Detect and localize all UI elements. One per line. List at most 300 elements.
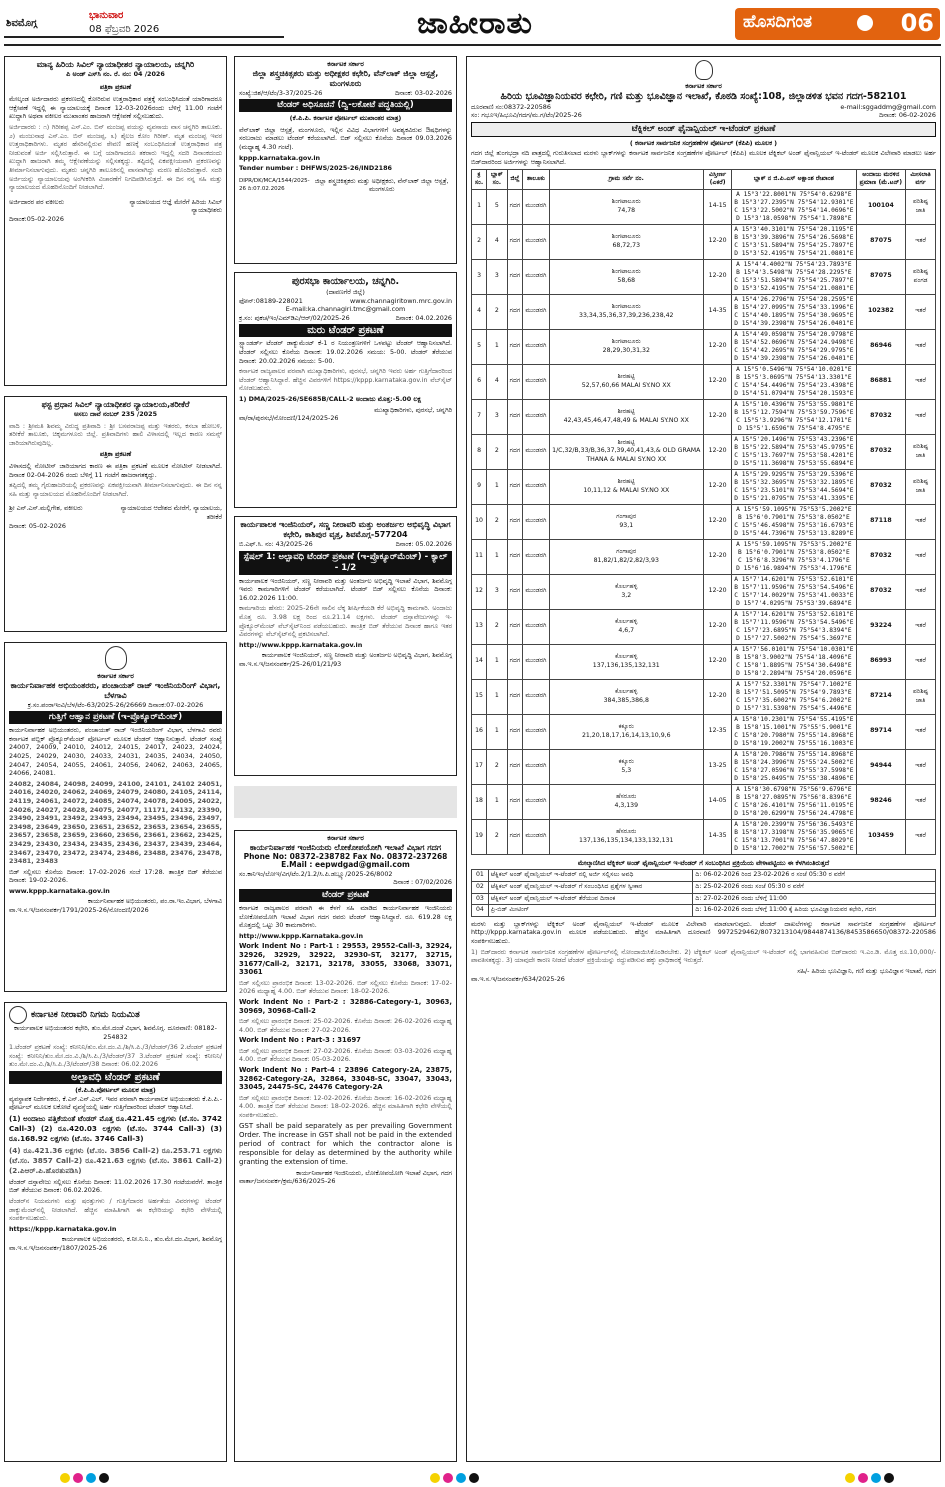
work-part4: Work Indent No : Part-4 : 23896 Category-2A, 23875, 32862-Category-2A, 32864, 33048-SC, 33047, 33043, 33045, 24475-SC, 24476 Category-2A [239, 1066, 452, 1092]
gps-point: C 15°5'46.4598"N 75°53'16.6793"E [734, 521, 854, 529]
village-name: ಹೆಸರೂರು [616, 793, 637, 801]
advocate-signature: ಅರ್ಜಿದಾರರ ಪರ ವಕೀಲರು [9, 197, 64, 206]
column-header: ಬ್ಲಾಕ್ ಸಂ. [487, 169, 507, 189]
village-name: ಶೀರಹಟ್ಟಿ [617, 478, 635, 486]
row-quantity: 86993 [856, 644, 906, 679]
table-row [472, 749, 936, 784]
row-category: ಇತರೆ [906, 329, 936, 364]
row-district: ಗದಗ [507, 224, 523, 259]
row-block: 2 [487, 294, 507, 329]
office-phone: ಫೋನ್:08189-228021 [239, 296, 303, 305]
survey-numbers: 3,2 [621, 591, 632, 599]
gps-point: A 15°3'40.3101"N 75°54'20.1195"E [734, 225, 854, 233]
gps-point: A 15°7'56.0101"N 75°54'10.0301"E [734, 645, 854, 653]
row-gps [732, 714, 856, 749]
table-row [472, 294, 936, 329]
row-area: 12-20 [704, 399, 732, 434]
tender-conditions: 1) ಬಿಡ್‌ದಾರರು ಕರ್ನಾಟಕ ಸಾರ್ವಜನಿಕ ಸಂಗ್ರಹಣೆಗಳ ಪೋರ್ಟಲ್‌ನಲ್ಲಿ ನೋಂದಾಯಿಸಿಕೊಂಡಿರಬೇಕು. 2) ಟೆಕ್ನಿಕಲ್ ಅಂಡ್ ಫೈನಾನ್ಷಿಯಲ್ ಇ-ಟೆಂಡರ್ ನಲ್ಲಿ ಭಾಗವಹಿಸುವ ಬಿಡ್‌ದಾರರು ಇ.ಎಂ.ಡಿ. ಮೊತ್ತ ರೂ.10,000/- ಪಾವತಿಸತಕ್ಕದ್ದು. 3) ಯಾವುದೇ ಕಾರಣ ನೀಡದೆ ಟೆಂಡರ್ ಪ್ರಕ್ರಿಯೆಯನ್ನು ರದ್ದುಪಡಿಸುವ ಹಕ್ಕು ಪ್ರಾಧಿಕಾರಕ್ಕೆ ಇರುತ್ತದೆ. [471, 947, 936, 965]
ref-number: ಸಂಖ್ಯೆ:ಜಿಶ/ಆ/ಟೆಂ/3-37/2025-26 [239, 88, 323, 97]
row-category: ಇತರೆ [906, 294, 936, 329]
dot-cyan [86, 1473, 96, 1483]
village-name: ಶಿಂಗಟಾಲೂರು [611, 233, 641, 241]
row-category: ಇತರೆ [906, 504, 936, 539]
tender-link[interactable]: http://www.kppp.karnataka.gov.in [239, 640, 363, 649]
edition-date: 08 ಫೆಬ್ರವರಿ 2026 [89, 24, 160, 35]
row-quantity: 102382 [856, 294, 906, 329]
gps-point: C 15°6'8.3296"N 75°53'4.1796"E [738, 556, 850, 564]
column-header: ಗ್ರಾಮ ಸರ್ವೆ ನಂ. [549, 169, 703, 189]
row-area: 12-20 [704, 224, 732, 259]
row-taluk: ಮುಂಡರಗಿ [523, 609, 549, 644]
row-district: ಗದಗ [507, 714, 523, 749]
tender-dates: ಬಿಡ್ ಸಲ್ಲಿಸಲು ಕೊನೆಯ ದಿನಾಂಕ: 17-02-2026 ಸಂಜೆ 17:28. ತಾಂತ್ರಿಕ ಬಿಡ್ ತೆರೆಯುವ ದಿನಾಂಕ: 19-02-2026. [9, 867, 222, 885]
schedule-text: ಟೆಕ್ನಿಕಲ್ ಅಂಡ್ ಫೈನಾನ್ಷಿಯಲ್ ಇ-ಟೆಂಡರ್ ತೆರೆಯುವ ದಿನಾಂಕ [488, 893, 693, 905]
gps-point: A 15°8'10.2301"N 75°54'55.4195"E [734, 715, 854, 723]
column-header: ಬ್ಲಾಕ್ ನ ಜಿ.ಪಿ.ಎಸ್ ಅಕ್ಷಾಂಶ ರೇಖಾಂಶ [732, 169, 856, 189]
gps-point: B 15°6'0.7901"N 75°53'8.0502"E [738, 513, 850, 521]
village-name: ಶಿಂಗಟಾಲೂರು [611, 268, 641, 276]
row-village [549, 364, 703, 399]
tender-link[interactable]: www.kppp.karnataka.gov.in [9, 886, 110, 895]
row-category: ಪರಿಶಿಷ್ಟ ಜಾತಿ [906, 679, 936, 714]
row-district: ಗದಗ [507, 749, 523, 784]
header-left [4, 8, 284, 38]
schedule-row [472, 881, 936, 893]
row-category: ಪರಿಶಿಷ್ಟ ಜಾತಿ [906, 189, 936, 224]
dot-black [884, 1473, 894, 1483]
row-area: 12-20 [704, 259, 732, 294]
table-row [472, 609, 936, 644]
work-part3: Work Indent No : Part-3 : 31697 [239, 1036, 361, 1045]
row-serial: 7 [472, 399, 487, 434]
parties: ವಾದಿ : ಶ್ರೀಮತಿ ಶಿವಮ್ಮ ವಿರುದ್ಧ ಪ್ರತಿವಾದಿ : ಶ್ರೀ ಬಸವರಾಜಪ್ಪ ಮತ್ತು ಇತರರು, ಕಸಬಾ ಹೋಬಳಿ, ತರೀಕೆರೆ ತಾಲೂಕು, ಚಿಕ್ಕಮಗಳೂರು ಜಿಲ್ಲೆ. ಪ್ರತಿವಾದಿಗಳು ಹಾಲಿ ವಿಳಾಸದಲ್ಲಿ ಇಲ್ಲದ ಕಾರಣ ಸಮನ್ಸ್ ಜಾರಿಯಾಗಿರುವುದಿಲ್ಲ. [9, 421, 222, 447]
sand-blocks-table [471, 169, 936, 855]
tender-banner: ಟೆಕ್ನಿಕಲ್ ಅಂಡ್ ಫೈನಾನ್ಷಿಯಲ್ ಇ-ಟೆಂಡರ್ ಪ್ರಕಟಣೆ [471, 122, 936, 137]
row-quantity: 87032 [856, 399, 906, 434]
village-name: ಕೊರ್ಲಹಳ್ಳಿ [615, 688, 638, 696]
schedule-n: 02 [472, 881, 489, 893]
survey-numbers: 21,20,18,17,16,14,13,10,9,6 [581, 731, 671, 739]
notice-title: ಫಸ್ಟ ಪ್ರಧಾನ ಸಿವಿಲ್ ನ್ಯಾಯಾಧೀಶರ ನ್ಯಾಯಾಲಯ,ತರೀಕೆರೆ [41, 400, 190, 409]
village-name: ಶಿಂಗಟಾಲೂರು [611, 303, 641, 311]
gps-point: A 15°8'20.2399"N 75°56'36.5493"E [734, 820, 854, 828]
office-sub: (ದಾವಣಗೆರೆ ಜಿಲ್ಲೆ) [326, 288, 365, 296]
row-area: 12-20 [704, 434, 732, 469]
row-quantity: 87032 [856, 434, 906, 469]
gps-point: D 15°3'52.4195"N 75°54'21.0801"E [734, 284, 854, 292]
row-district: ಗದಗ [507, 609, 523, 644]
tender-footer: ಮರಳು ಮತ್ತು ಬ್ಲಾಕ್‌ಗಳನ್ನು ಟೆಕ್ನಿಕಲ್ ಅಂಡ್ ಫೈನಾನ್ಷಿಯಲ್ ಇ-ಟೆಂಡರ್ ಮೂಲಕ ವಿಲೇವಾರಿ ಮಾಡಲಾಗುವುದು. ಟೆಂಡರ್ ದಾಖಲೆಗಳನ್ನು ಕರ್ನಾಟಕ ಸಾರ್ವಜನಿಕ ಸಂಗ್ರಹಣೆಗಳ ಪೋರ್ಟಲ್ http://kppp.karnataka.gov.in ಮೂಲಕ ಪಡೆಯಬಹುದು. ಹೆಚ್ಚಿನ ಮಾಹಿತಿಗಾಗಿ ದೂರವಾಣಿ 9972529462/8073213104/9844874136/8453586650/08372-220586 ಸಂಪರ್ಕಿಸಬಹುದು. [471, 919, 936, 945]
village-name: ಶೀರಹಟ್ಟಿ [617, 438, 635, 446]
row-serial: 2 [472, 224, 487, 259]
dept-name: ಕರ್ನಾಟಕ ಸರ್ಕಾರ [97, 672, 134, 680]
gps-point: B 15°3'27.2395"N 75°54'12.9301"E [734, 198, 854, 206]
tender-code: ವಾ.ಇ.ಸ.ಇ/ಜನಸಂಪರ್ಕ/1807/2025-26 [9, 1243, 107, 1252]
table-row [472, 224, 936, 259]
tender-dates: ಟೆಂಡರ್ ದಸ್ತಾವೇಜು ಸಲ್ಲಿಸಲು ಕೊನೆಯ ದಿನಾಂಕ: 11.02.2026 17.30 ಗಂಟೆಯವರೆಗೆ. ತಾಂತ್ರಿಕ ಬಿಡ್ ತೆರೆಯುವ ದಿನಾಂಕ: 06.02.2026. [9, 1177, 222, 1195]
registration-marks-center [430, 1473, 479, 1483]
row-serial: 6 [472, 364, 487, 399]
row-quantity: 103459 [856, 819, 906, 854]
table-row [472, 434, 936, 469]
tender-signature: ಸಹಿ/- ಹಿರಿಯ ಭೂವಿಜ್ಞಾನಿ, ಗಣಿ ಮತ್ತು ಭೂವಿಜ್ಞಾನ ಇಲಾಖೆ, ಗದಗ [797, 966, 936, 975]
schedule-table [471, 869, 936, 916]
header-rule [4, 44, 941, 46]
tender-pwd-gadag [234, 830, 457, 1462]
gps-point: B 15°4'3.5498"N 75°54'28.2295"E [736, 268, 852, 276]
ref-lines: 1.ಟೆಂಡರ್ ಪ್ರಕಟಣೆ ಸಂಖ್ಯೆ: ಕನೀನಿನಿ/ತುಂ.ಮೇ.ದಂ.ವಿ./ಶಿ/ಸಿ.ಪಿ./3/ಟೆಂಡರ್/36 2.ಟೆಂಡರ್ ಪ್ರಕಟಣೆ ಸಂಖ್ಯೆ: ಕನೀನಿನಿ/ತುಂ.ಮೇ.ದಂ.ವಿ./ಶಿ/ಸಿ.ಪಿ./3/ಟೆಂಡರ್/37 3.ಟೆಂಡರ್ ಪ್ರಕಟಣೆ ಸಂಖ್ಯೆ: ಕನೀನಿನಿ/ತುಂ.ಮೇ.ದಂ.ವಿ./ಶಿ/ಸಿ.ಪಿ./3/ಟೆಂಡರ್/38 ದಿನಾಂಕ: 06.02.2026 [9, 1043, 222, 1069]
row-village [549, 609, 703, 644]
row-village [549, 294, 703, 329]
row-district: ಗದಗ [507, 364, 523, 399]
row-area: 12-20 [704, 329, 732, 364]
office-title: ಹಿರಿಯ ಭೂವಿಜ್ಞಾನಿಯವರ ಕಛೇರಿ, ಗಣಿ ಮತ್ತು ಭೂವಿಜ್ಞಾನ ಇಲಾಖೆ, ಕೊಠಡಿ ಸಂಖ್ಯೆ:108, ಜಿಲ್ಲಾಡಳಿತ ಭವನ ಗದಗ-582101 [500, 90, 907, 102]
survey-numbers: 384,385,386,8 [603, 696, 649, 704]
row-district: ಗದಗ [507, 434, 523, 469]
tender-body: ವ್ಯವಸ್ಥಾಪಕ ನಿರ್ದೇಶಕರು, ಕೆ.ಎನ್.ಎನ್.ಎಲ್. ಇವರ ಪರವಾಗಿ ಕಾರ್ಯಪಾಲಕ ಅಭಿಯಂತರರು ಕೆ.ಪಿ.ಪಿ.-ಪೋರ್ಟಲ್ ಮೂಲಕ ಲಕೋಟೆ ವ್ಯವಸ್ಥೆಯಲ್ಲಿ ಅರ್ಹ ಗುತ್ತಿಗೆದಾರರಿಂದ ಟೆಂಡರ್ ಆಹ್ವಾನಿಸಿದೆ. [9, 1094, 222, 1112]
column-header: ತಾಲೂಕು [523, 169, 549, 189]
row-district: ಗದಗ [507, 784, 523, 819]
gps-point: C 15°5'13.7697"N 75°53'58.4201"E [734, 451, 854, 459]
office-title: ಜಿಲ್ಲಾ ಶಸ್ತ್ರಚಿಕಿತ್ಸಕರು ಮತ್ತು ಅಧೀಕ್ಷಕರ ಕಛೇರಿ, ವೆನ್‌ಲಾಕ್ ಜಿಲ್ಲಾ ಆಸ್ಪತ್ರೆ, ಮಂಗಳೂರು [252, 68, 439, 88]
survey-numbers: 4,3,139 [614, 801, 639, 809]
gps-point: B 15°6'0.7901"N 75°53'8.0502"E [738, 548, 850, 556]
row-serial: 11 [472, 539, 487, 574]
tender-banner: ಸ್ಪೆಷಲ್ 1: ಅಲ್ಪಾವಧಿ ಟೆಂಡರ್ ಪ್ರಕಟಣೆ (ಇ-ಪ್ರೊಕ್ಯೂರ್‌ಮೆಂಟ್) - ಕ್ಯಾಲ್ - 1/2 [239, 551, 452, 575]
row-category: ಪರಿಶಿಷ್ಟ ಪಂಗಡ [906, 259, 936, 294]
row-district: ಗದಗ [507, 329, 523, 364]
row-village [549, 539, 703, 574]
work-part2-dates: ಬಿಡ್ ಸಲ್ಲಿಸಲು ಪ್ರಾರಂಭಿಕ ದಿನಾಂಕ: 25-02-2026. ಕೊನೆಯ ದಿನಾಂಕ: 26-02-2026 ಮಧ್ಯಾಹ್ನ 4.00. ಬಿಡ್ ತೆರೆಯುವ ದಿನಾಂಕ: 27-02-2026. [239, 1017, 452, 1034]
gps-point: B 15°7'51.5095"N 75°54'9.7893"E [736, 688, 852, 696]
column-header: ವಿಸ್ತೀರ್ಣ (ಎಕರೆ) [704, 169, 732, 189]
ref-date: ದಿನಾಂಕ : 07/02/2026 [393, 878, 452, 887]
row-gps [732, 434, 856, 469]
row-category: ಇತರೆ [906, 399, 936, 434]
gps-point: A 15°5'59.1095"N 75°53'5.2002"E [736, 505, 852, 513]
gps-point: D 15°5'11.3698"N 75°53'55.6894"E [734, 459, 854, 467]
work-part4-dates: ಬಿಡ್ ಸಲ್ಲಿಸಲು ಪ್ರಾರಂಭಿಕ ದಿನಾಂಕ: 12-02-2026. ಕೊನೆಯ ದಿನಾಂಕ: 16-02-2026 ಮಧ್ಯಾಹ್ನ 4.00. ತಾಂತ್ರಿಕ ಬಿಡ್ ತೆರೆಯುವ ದಿನಾಂಕ: 18-02-2026. ಹೆಚ್ಚಿನ ಮಾಹಿತಿಗಾಗಿ ಕಛೇರಿ ವೇಳೆಯಲ್ಲಿ ಸಂಪರ್ಕಿಸಬಹುದು. [239, 1093, 452, 1120]
tender-signature: ಕಾರ್ಯನಿರ್ವಾಹಕ ಅಭಿಯಂತರರು, ಪಂ.ರಾ.ಇಂ.ವಿಭಾಗ, ಬೆಳಗಾವಿ [87, 897, 222, 906]
gps-point: A 15°4'4.4002"N 75°54'23.7893"E [736, 260, 852, 268]
gps-point: A 15°4'26.2796"N 75°54'28.2595"E [734, 295, 854, 303]
row-area: 12-20 [704, 609, 732, 644]
row-serial: 3 [472, 259, 487, 294]
tender-banner: ಟೆಂಡರ್ ಪ್ರಕಟಣೆ [239, 889, 452, 902]
schedule-row [472, 905, 936, 917]
tender-channagiri-municipality [234, 272, 457, 508]
tender-link[interactable]: https://kppp.karnataka.gov.in [9, 1224, 117, 1233]
dept-name: ಕರ್ನಾಟಕ ಸರ್ಕಾರ [327, 60, 364, 68]
row-taluk: ಮುಂಡರಗಿ [523, 259, 549, 294]
edition-city: ಶಿವಮೊಗ್ಗ [6, 18, 38, 29]
dot-cyan [871, 1473, 881, 1483]
gps-point: C 15°8'1.8895"N 75°54'30.6498"E [736, 661, 852, 669]
schedule-when: ದಿ: 16-02-2026 ರಂದು ಬೆಳಿಗ್ಗೆ 11:00 ಕ್ಕೆ ಹಿರಿಯ ಭೂವಿಜ್ಞಾನಿಯವರ ಕಛೇರಿ, ಗದಗ [693, 905, 936, 917]
office-website[interactable]: www.channagiritown.mrc.gov.in [350, 296, 452, 305]
row-area: 12-20 [704, 539, 732, 574]
survey-numbers: 4,6,7 [618, 626, 635, 634]
gps-point: D 15°6'16.9894"N 75°53'4.1796"E [736, 564, 852, 572]
row-district: ಗದಗ [507, 679, 523, 714]
row-taluk: ಮುಂಡರಗಿ [523, 504, 549, 539]
gps-point: D 15°7'4.0295"N 75°53'39.6894"E [736, 599, 852, 607]
gps-point: C 15°7'23.6895"N 75°54'3.8394"E [736, 626, 852, 634]
dot-black [469, 1473, 479, 1483]
row-serial: 5 [472, 329, 487, 364]
row-gps [732, 399, 856, 434]
tender-banner: ಮರು ಟೆಂಡರ್ ಪ್ರಕಟಣೆ [239, 324, 452, 337]
notice-subtitle: ಪತ್ರಿಕಾ ಪ್ರಕಟಣೆ [99, 450, 132, 459]
dot-black [99, 1473, 109, 1483]
gps-point: D 15°5'1.6596"N 75°54'8.4795"E [738, 424, 850, 432]
gps-point: B 15°8'24.3996"N 75°55'24.5002"E [734, 758, 854, 766]
gps-point: D 15°7'31.5398"N 75°54'5.4496"E [736, 704, 852, 712]
schedule-text: ಪ್ರಿ-ಬಿಡ್ ಮೀಟಿಂಗ್ [488, 905, 693, 917]
row-gps [732, 259, 856, 294]
row-village [549, 224, 703, 259]
survey-numbers: 137,136,135,132,131 [592, 661, 660, 669]
row-serial: 19 [472, 819, 487, 854]
table-row [472, 364, 936, 399]
village-name: ಕೊರ್ಲಹಳ್ಳಿ [615, 583, 638, 591]
tender-minor-irrigation [234, 516, 457, 776]
office-email[interactable]: E.Mail : eepwdgad@gmail.com [281, 860, 410, 870]
row-category: ಪರಿಶಿಷ್ಟ ಜಾತಿ [906, 469, 936, 504]
row-block: 1 [487, 469, 507, 504]
row-quantity: 87075 [856, 259, 906, 294]
brand-badge [735, 8, 940, 40]
row-block: 2 [487, 609, 507, 644]
row-category: ಇತರೆ [906, 714, 936, 749]
row-village [549, 819, 703, 854]
survey-numbers: 33,34,35,36,37,39,236,238,42 [579, 311, 674, 319]
dot-yellow [430, 1473, 440, 1483]
tender-filler: ಕರ್ನಾಟಕ ರಾಜ್ಯಪಾಲರ ಪರವಾಗಿ ಮುಖ್ಯಾಧಿಕಾರಿಗಳು, ಪುರಸಭೆ, ಚನ್ನಗಿರಿ ಇವರು ಅರ್ಹ ಗುತ್ತಿಗೆದಾರರಿಂದ ಟೆಂಡರ್ ಆಹ್ವಾನಿಸಿದ್ದಾರೆ. ಹೆಚ್ಚಿನ ವಿವರಗಳಿಗೆ https://kppp.karnataka.gov.in ವೆಬ್‌ಸೈಟ್ ನೋಡಬಹುದು. [239, 367, 452, 393]
column-header: ಅಂದಾಜು ಮರಳಿನ ಪ್ರಮಾಣ (ಮೆ.ಟನ್) [856, 169, 906, 189]
karnataka-emblem-icon [105, 646, 127, 670]
gps-point: C 15°4'54.4496"N 75°54'23.4398"E [734, 381, 854, 389]
office-email[interactable]: E-mail:ka.channagiri.tmc@gmail.com [285, 305, 406, 314]
survey-numbers: 10,11,12 & MALAI SY.NO XX [583, 486, 670, 494]
tender-signature: ಮುಖ್ಯಾಧಿಕಾರಿಗಳು, ಪುರಸಭೆ, ಚನ್ನಗಿರಿ [374, 405, 452, 414]
office-title: ಕಾರ್ಯನಿರ್ವಾಹಕ ಇಂಜಿನಿಯರು ಲೋಕೋಪಯೋಗಿ ಇಲಾಖೆ ವಿಭಾಗ ಗದಗ [249, 842, 442, 852]
schedule-n: 03 [472, 893, 489, 905]
table-row [472, 504, 936, 539]
gps-point: A 15°8'20.7986"N 75°55'14.8968"E [734, 750, 854, 758]
survey-numbers: 74,78 [617, 206, 636, 214]
row-area: 12-20 [704, 644, 732, 679]
row-district: ಗದಗ [507, 399, 523, 434]
tender-body: ಕಾರ್ಯನಿರ್ವಾಹಕ ಅಭಿಯಂತರರು, ಪಂಚಾಯತ್ ರಾಜ್ ಇಂಜಿನಿಯರಿಂಗ್ ವಿಭಾಗ, ಬೆಳಗಾವಿ ರವರು ಕರ್ನಾಟಕ ಪಬ್ಲಿಕ್ ಪ್ರೊಕ್ಯೂರ್‌ಮೆಂಟ್ ಪೋರ್ಟಲ್ ಮೂಲಕ ಟೆಂಡರ್ ಆಹ್ವಾನಿಸುತ್ತಾರೆ. ಟೆಂಡರ್ ಸಂಖ್ಯೆ 24007, 24009, 24010, 24012, 24015, 24017, 24023, 24024, 24025, 24029, 24030, 24033, 24031, 24035, 24034, 24050, 24047, 24054, 24055, 24061, 24056, 24062, 24063, 24065, 24066, 24081. [9, 726, 222, 778]
office-title: ಕಾರ್ಯನಿರ್ವಾಹಕ ಅಭಿಯಂತರರು, ಪಂಚಾಯತ್ ರಾಜ್ ಇಂಜಿನಿಯರಿಂಗ್ ವಿಭಾಗ, ಬೆಳಗಾವಿ [10, 680, 221, 700]
gps-point: B 15°8'27.0895"N 75°56'8.8396"E [736, 793, 852, 801]
row-village [549, 189, 703, 224]
row-taluk: ಮುಂಡರಗಿ [523, 434, 549, 469]
page-number: 06 [900, 9, 934, 37]
table-row [472, 539, 936, 574]
village-name: ಕಕ್ಕೂರು [618, 758, 634, 766]
survey-numbers: 52,57,60,66 MALAI SY.NO XX [581, 381, 671, 389]
section-title: ಜಾಹೀರಾತು [417, 6, 533, 41]
row-block: 1 [487, 714, 507, 749]
village-name: ಕಕ್ಕೂರು [618, 723, 634, 731]
row-gps [732, 294, 856, 329]
gps-point: A 15°8'30.6798"N 75°56'9.6796"E [736, 785, 852, 793]
gps-point: D 15°4'39.2398"N 75°54'26.0401"E [734, 354, 854, 362]
row-district: ಗದಗ [507, 294, 523, 329]
row-village [549, 434, 703, 469]
survey-numbers: 5,3 [621, 766, 632, 774]
gps-point: D 15°4'39.2398"N 75°54'26.0401"E [734, 319, 854, 327]
row-taluk: ಮುಂಡರಗಿ [523, 749, 549, 784]
row-quantity: 87075 [856, 224, 906, 259]
row-quantity: 87032 [856, 469, 906, 504]
row-gps [732, 539, 856, 574]
ref-date: ದಿನಾಂಕ: 05.02.2026 [395, 540, 452, 548]
notice-date: ದಿನಾಂಕ:05-02-2026 [9, 214, 64, 223]
work-part2: Work Indent No : Part-2 : 32886-Category-1, 30963, 30969, 30968-Call-2 [239, 997, 452, 1015]
row-area: 12-20 [704, 469, 732, 504]
tender-code: DIPR/DK/MCA/1544/2025-26 ದಿ:07.02.2026 [239, 177, 310, 193]
row-gps [732, 469, 856, 504]
gps-point: B 15°7'11.9596"N 75°53'54.5496"E [734, 618, 854, 626]
row-gps [732, 819, 856, 854]
schedule-row [472, 870, 936, 882]
tender-geology-gadag [466, 56, 941, 1462]
schedule-when: ದಿ: 06-02-2026 ರಿಂದ 23-02-2026 ರ ಸಂಜೆ 05:30 ರ ವರೆಗೆ [693, 870, 936, 882]
row-taluk: ಮುಂಡರಗಿ [523, 364, 549, 399]
survey-numbers: 68,72,73 [612, 241, 641, 249]
court-notice-channagiri [4, 56, 227, 386]
tender-signature: ಕಾರ್ಯನಿರ್ವಾಹಕ ಇಂಜಿನಿಯರು, ಲೋಕೋಪಯೋಗಿ ಇಲಾಖೆ ವಿಭಾಗ, ಗದಗ [296, 1168, 452, 1177]
row-block: 2 [487, 749, 507, 784]
row-block: 1 [487, 679, 507, 714]
gps-point: D 15°8'25.0495"N 75°55'38.4896"E [734, 774, 854, 782]
row-taluk: ಮುಂಡರಗಿ [523, 224, 549, 259]
gps-point: C 15°3'51.5894"N 75°54'25.7897"E [734, 276, 854, 284]
gps-point: B 15°3'39.3896"N 75°54'26.5698"E [734, 233, 854, 241]
gps-point: C 15°4'42.2695"N 75°54'29.9795"E [734, 346, 854, 354]
row-block: 3 [487, 574, 507, 609]
row-block: 2 [487, 504, 507, 539]
tender-banner-sub: (ಕೆ.ಪಿ.ಪಿ. ಕರ್ನಾಟಕ ಪೋರ್ಟಲ್ ಮುಖಾಂತರ ಮಾತ್ರ) [289, 114, 402, 123]
row-serial: 9 [472, 469, 487, 504]
row-category: ಇತರೆ [906, 539, 936, 574]
row-serial: 15 [472, 679, 487, 714]
village-name: ಶೀರಹಟ್ಟಿ [617, 373, 635, 381]
ref-number: ಬಿ.ಎಫ್.ಸಿ. ನಂ: 43/2025-26 [239, 540, 313, 548]
tender-numbers: 24082, 24084, 24098, 24099, 24100, 24101, 24102 24051, 24016, 24020, 24062, 24069, 24079, 24080, 24105, 24114, 24119, 24061, 24072, 24085, 24074, 24078, 24005, 24022, 24026, 24027, 24028, 24075, 24077, 11171, 24132, 23390, 23490, 23491, 23492, 23493, 23494, 23495, 23496, 23497, 23498, 23649, 23650, 23651, 23652, 23653, 23654, 23655, 23657, 23658, 23659, 23660, 23656, 23661, 23662, 23425, 23429, 23430, 23434, 23435, 23436, 23437, 23439, 23464, 23467, 23470, 23472, 23474, 23486, 23488, 23476, 23478, 23481, 23483 [9, 779, 222, 866]
tender-items: (1) ಅಂದಾಜು ಪತ್ತಿಕೆಯಂತೆ ಟೆಂಡರ್ ಮೊತ್ತ ರೂ.421.45 ಲಕ್ಷಗಳು (ಟೆ.ಸಂ. 3742 Call-3) (2) ರೂ.420.03 ಲಕ್ಷಗಳು (ಟೆ.ಸಂ. 3744 Call-3) (3) ರೂ.168.92 ಲಕ್ಷಗಳು (ಟೆ.ಸಂ. 3746 Call-3) [9, 1113, 222, 1143]
work-part1-dates: ಬಿಡ್ ಸಲ್ಲಿಸಲು ಪ್ರಾರಂಭಿಕ ದಿನಾಂಕ: 13-02-2026. ಬಿಡ್ ಸಲ್ಲಿಸಲು ಕೊನೆಯ ದಿನಾಂಕ: 17-02-2026 ಮಧ್ಯಾಹ್ನ 4.00. ಬಿಡ್ ತೆರೆಯುವ ದಿನಾಂಕ: 18-02-2026. [239, 978, 452, 996]
office-phone: Phone No: 08372-238782 Fax No. 08372-237268 [243, 851, 448, 861]
row-village [549, 259, 703, 294]
schedule-when: ದಿ: 25-02-2026 ರಂದು ಸಂಜೆ 05:30 ರ ವರೆಗೆ [693, 881, 936, 893]
gps-point: A 15°5'20.1496"N 75°53'43.2396"E [734, 435, 854, 443]
office-email[interactable]: e-mail:sggaddmg@gmail.com [840, 102, 936, 111]
row-quantity: 87214 [856, 679, 906, 714]
row-gps [732, 329, 856, 364]
gps-point: A 15°4'49.0598"N 75°54'20.9798"E [734, 330, 854, 338]
row-village [549, 574, 703, 609]
gps-point: A 15°5'0.5496"N 75°54'10.0201"E [736, 365, 852, 373]
gps-point: C 15°7'35.6002"N 75°54'6.2002"E [736, 696, 852, 704]
row-area: 12-20 [704, 679, 732, 714]
case-number: ಪಿ ಅಂಡ್ ಎಸ್‌ಸಿ ನಂ. ರೆ. ನಂ: 04 /2026 [66, 70, 165, 78]
table-row [472, 784, 936, 819]
row-quantity: 87118 [856, 504, 906, 539]
gps-point: D 15°7'27.5002"N 75°54'5.3697"E [736, 634, 852, 642]
tender-link[interactable]: kppp.karnataka.gov.in [239, 153, 321, 162]
gps-point: B 15°5'12.7594"N 75°53'59.7596"E [734, 408, 854, 416]
tender-link[interactable]: http://www.kppp.Karnataka.gov.in [239, 931, 364, 940]
row-district: ಗದಗ [507, 259, 523, 294]
notice-title: ಮಾನ್ಯ ಹಿರಿಯ ಸಿವಿಲ್ ನ್ಯಾಯಾಧೀಶರ ನ್ಯಾಯಾಲಯ, ಚನ್ನಗಿರಿ [36, 60, 195, 69]
row-taluk: ಮುಂಡರಗಿ [523, 539, 549, 574]
column-header: ಮೀಸಲಾತಿ ವರ್ಗ [906, 169, 936, 189]
survey-numbers: 42,43,45,46,47,48,49 & MALAI SY.NO XX [563, 416, 689, 424]
schedule-n: 04 [472, 905, 489, 917]
tender-banner: ಗುತ್ತಿಗೆ ಆಹ್ವಾನ ಪ್ರಕಟಣೆ (ಇ-ಪ್ರೊಕ್ಯೂರ್‌ಮೆಂಟ್) [9, 711, 222, 724]
row-taluk: ಮುಂಡರಗಿ [523, 714, 549, 749]
tender-banner-sub: ( ಕರ್ನಾಟಕ ಸಾರ್ವಜನಿಕ ಸಂಗ್ರಹಣೆಗಳ ಪೋರ್ಟಲ್ (ಕೆಪಿಪಿ) ಮೂಲಕ ) [629, 138, 778, 147]
row-serial: 16 [472, 714, 487, 749]
table-row [472, 259, 936, 294]
row-quantity: 98246 [856, 784, 906, 819]
gps-point: C 15°5'23.5101"N 75°53'44.5694"E [734, 486, 854, 494]
row-block: 5 [487, 189, 507, 224]
dot-yellow [60, 1473, 70, 1483]
dot-yellow [845, 1473, 855, 1483]
dept-name: ಕರ್ನಾಟಕ ಸರ್ಕಾರ [685, 82, 722, 90]
gps-point: C 15°5'3.9296"N 75°54'12.1701"E [736, 416, 852, 424]
registration-marks-left [60, 1473, 109, 1483]
court-signature: ನ್ಯಾಯಾಲಯದ ಆಜ್ಞೆ ಮೇರೆಗೆ ಹಿರಿಯ ಸಿವಿಲ್ ನ್ಯಾಯಾಧೀಶರು [129, 197, 222, 215]
row-category: ಇತರೆ [906, 574, 936, 609]
schedule-row [472, 893, 936, 905]
table-row [472, 574, 936, 609]
org-name: ಕರ್ನಾಟಕ ನೀರಾವರಿ ನಿಗಮ ನಿಯಮಿತ [31, 1010, 140, 1020]
row-serial: 4 [472, 294, 487, 329]
tender-items-extra: (4) ರೂ.421.36 ಲಕ್ಷಗಳು (ಟೆ.ಸಂ. 3856 Call-2) ರೂ.253.71 ಲಕ್ಷಗಳು (ಟೆ.ಸಂ. 3857 Call-2) ರೂ.421.63 ಲಕ್ಷಗಳು (ಟೆ.ಸಂ. 3861 Call-2) (2.ಪಿಆರ್.ಪಿ.ಹೊರತುಪಡಿಸಿ) [9, 1145, 222, 1175]
edition-day: ಭಾನುವಾರ [89, 10, 124, 21]
org-sub: ಕಾರ್ಯಪಾಲಕ ಅಭಿಯಂತರರ ಕಛೇರಿ, ತುಂ.ಮೇ.ದಂಡೆ ವಿಭಾಗ, ಶಿವಮೊಗ್ಗ. ದೂರವಾಣಿ: 08182-254832 [14, 1024, 217, 1041]
notice-subtitle: ಪತ್ರಿಕಾ ಪ್ರಕಟಣೆ [99, 82, 132, 91]
row-quantity: 86881 [856, 364, 906, 399]
tender-signature: ಜಿಲ್ಲಾ ಶಸ್ತ್ರಚಿಕಿತ್ಸಕರು ಮತ್ತು ಅಧೀಕ್ಷಕರು, ವೆನ್‌ಲಾಕ್ ಜಿಲ್ಲಾ ಆಸ್ಪತ್ರೆ, ಮಂಗಳೂರು [314, 176, 449, 194]
village-name: ಶಿಂಗಟಾಲೂರು [611, 338, 641, 346]
blank-space [234, 786, 457, 818]
gps-point: B 15°8'17.3198"N 75°56'35.9065"E [734, 828, 854, 836]
village-name: ಗಂಗಾಪುರ [616, 548, 637, 556]
row-district: ಗದಗ [507, 644, 523, 679]
table-row [472, 329, 936, 364]
row-taluk: ಮುಂಡರಗಿ [523, 189, 549, 224]
village-name: ಶಿಂಗಟಾಲೂರು [611, 198, 641, 206]
gps-point: D 15°8'2.2894"N 75°54'20.0596"E [736, 669, 852, 677]
gps-point: A 15°5'10.4396"N 75°53'55.9801"E [734, 400, 854, 408]
tender-code: ವಾರ್ತಾ/ಜನಸಂಪರ್ಕ/ಕ್ರಮ/636/2025-26 [239, 1177, 336, 1186]
notice-body: ವಿಳಾಸದಲ್ಲಿ ನೋಟೀಸ್ ಜಾರಿಯಾಗದ ಕಾರಣ ಈ ಪತ್ರಿಕಾ ಪ್ರಕಟಣೆ ಮೂಲಕ ನೋಟೀಸ್ ನೀಡಲಾಗಿದೆ. ದಿನಾಂಕ 02-04-2026 ರಂದು ಬೆಳಿಗ್ಗೆ 11 ಗಂಟೆಗೆ ಹಾಜರಾಗತಕ್ಕದ್ದು. [9, 461, 222, 479]
row-gps [732, 784, 856, 819]
tender-body: ವೆನ್‌ಲಾಕ್ ಜಿಲ್ಲಾ ಆಸ್ಪತ್ರೆ, ಮಂಗಳೂರು, ಇಲ್ಲಿನ ವಿವಿಧ ವಿಭಾಗಗಳಿಗೆ ಅವಶ್ಯಕವಿರುವ ಔಷಧಿಗಳನ್ನು ಸರಬರಾಜು ಮಾಡಲು ಟೆಂಡರ್ ಕರೆಯಲಾಗಿದೆ. ಬಿಡ್ ಸಲ್ಲಿಸಲು ಕೊನೆಯ ದಿನಾಂಕ 09.03.2026 (ಮಧ್ಯಾಹ್ನ 4.30 ಗಂಟೆ). [239, 125, 452, 151]
tender-code: ವಾ.ಇ.ಸ.ಇ/ಜನಸಂಪರ್ಕ/634/2025-26 [471, 975, 565, 984]
gps-point: D 15°3'18.0598"N 75°54'1.7898"E [736, 214, 852, 222]
gps-point: A 15°7'52.3301"N 75°54'7.1002"E [736, 680, 852, 688]
gps-point: B 15°8'3.9002"N 75°54'18.4096"E [736, 653, 852, 661]
gps-point: D 15°8'20.6299"N 75°56'24.4798"E [734, 809, 854, 817]
